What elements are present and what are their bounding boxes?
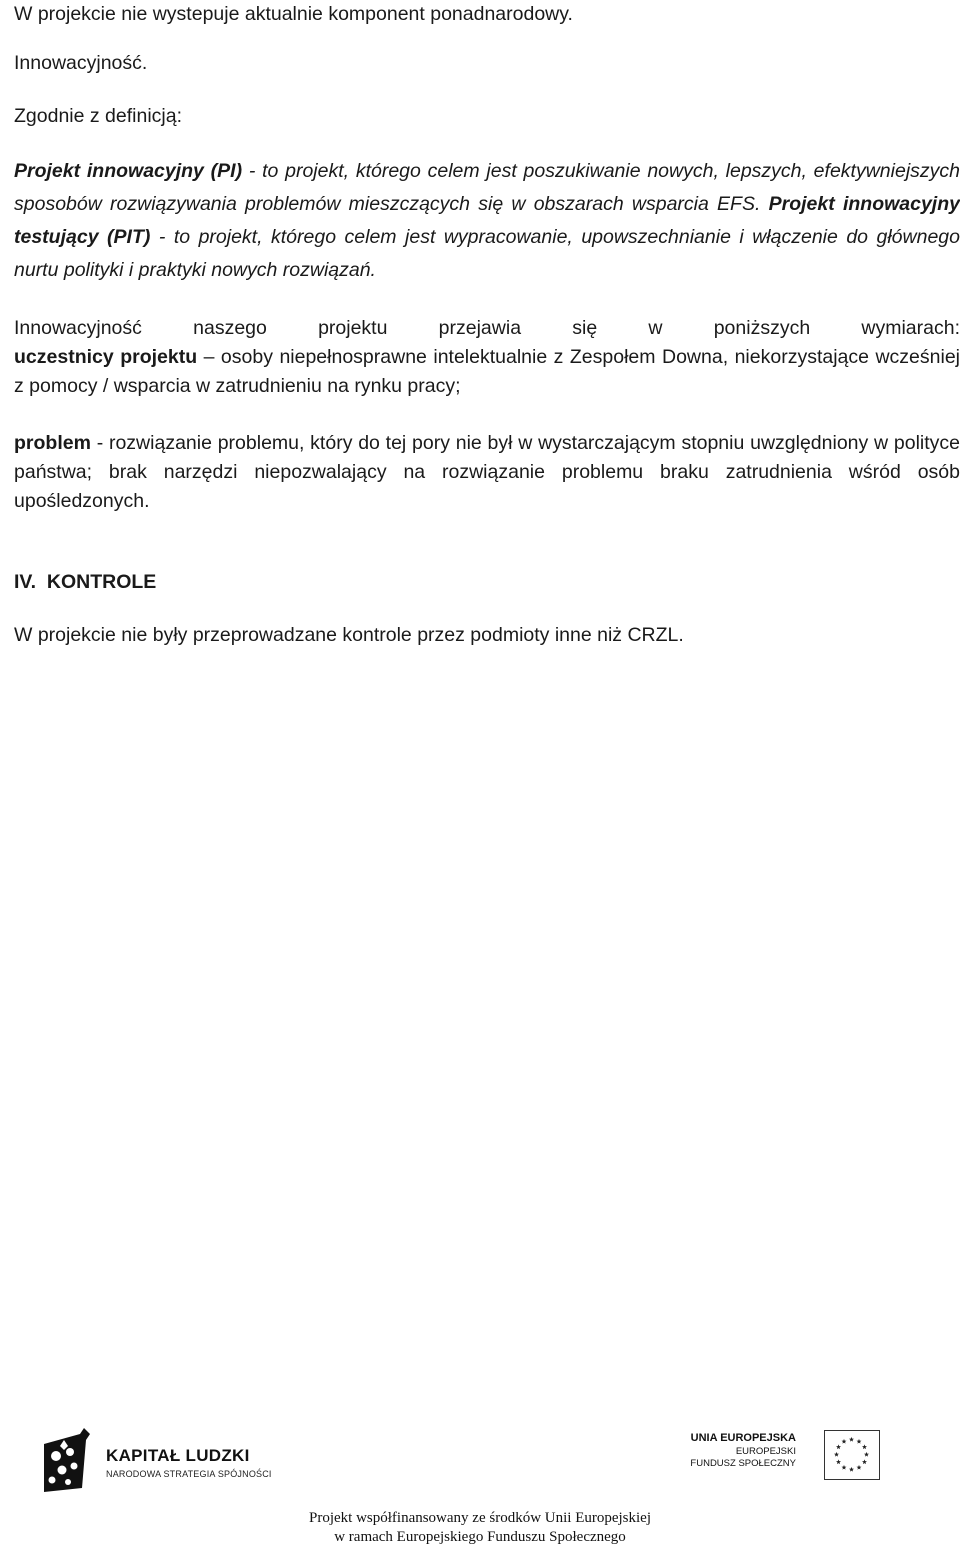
- innovation-label: Innowacyjność.: [14, 52, 148, 74]
- eu-fund-line2: FUNDUSZ SPOŁECZNY: [690, 1458, 796, 1469]
- pit-definition: - to projekt, którego celem jest wypracowanie, upowszechnianie i włączenie do głównego nurtu polityki i praktyki nowych rozwiązań.: [14, 226, 960, 281]
- cofinancing-line2: w ramach Europejskiego Funduszu Społecznego: [334, 1529, 626, 1545]
- eu-star-icon: [857, 1439, 862, 1444]
- eu-star-icon: [834, 1452, 839, 1457]
- kl-title: KAPITAŁ LUDZKI: [106, 1446, 250, 1465]
- eu-star-icon: [842, 1465, 847, 1470]
- component-text: W projekcie nie wystepuje aktualnie komponent ponadnarodowy.: [14, 3, 573, 25]
- section-heading-kontrole: IV. KONTROLE: [14, 571, 157, 593]
- eu-star-icon: [849, 1437, 854, 1442]
- eu-fund-line1: EUROPEJSKI: [735, 1446, 796, 1457]
- kapital-ludzki-logo: [40, 1426, 272, 1498]
- pit-term: Projekt innowacyjny testujący (PIT): [14, 193, 960, 248]
- participants-text: – osoby niepełnosprawne intelektualnie z Zespołem Downa, niekorzystające wcześniej z pomocy / wsparcia w zatrudnieniu na rynku pracy;: [14, 346, 960, 397]
- eu-logo: [690, 1430, 890, 1490]
- cofinancing-line1: Projekt współfinansowany ze środków Unii Europejskiej: [308, 1510, 652, 1526]
- page-footer: [0, 1418, 960, 1550]
- pi-definition: - to projekt, którego celem jest poszukiwanie nowych, lepszych, efektywniejszych sposobów rozwiązywania problemów mieszczących się w obszarach wsparcia EFS.: [14, 160, 960, 215]
- eu-star-icon: [836, 1459, 841, 1464]
- problem-term: problem: [14, 432, 91, 454]
- eu-flag-icon: [824, 1430, 880, 1480]
- paragraph-definitions: [14, 155, 960, 287]
- definition-intro: Zgodnie z definicją:: [14, 105, 183, 127]
- pi-term: Projekt innowacyjny (PI): [14, 160, 243, 182]
- paragraph-innovation-dimensions: [14, 314, 960, 401]
- problem-text: - rozwiązanie problemu, który do tej pory nie był w wystarczającym stopniu uwzględniony w polityce państwa; brak narzędzi niepozwalający na rozwiązanie problemu braku zatrudnienia wśród osób upośledzonych.: [14, 432, 960, 512]
- innovation-intro: Innowacyjność naszego projektu przejawia się w poniższych wymiarach:: [14, 317, 960, 339]
- participants-term: uczestnicy projektu: [14, 346, 198, 368]
- section-kontrole-text: W projekcie nie były przeprowadzane kontrole przez podmioty inne niż CRZL.: [14, 624, 684, 646]
- paragraph-innovation-label: [14, 47, 960, 79]
- eu-title: UNIA EUROPEJSKA: [690, 1432, 796, 1444]
- eu-star-icon: [864, 1452, 869, 1457]
- paragraph-problem: [14, 429, 960, 516]
- eu-star-icon: [857, 1465, 862, 1470]
- paragraph-definition-intro: [14, 100, 960, 132]
- eu-star-icon: [842, 1439, 847, 1444]
- eu-star-icon: [862, 1444, 867, 1449]
- kapital-ludzki-emblem-icon: [40, 1426, 102, 1496]
- paragraph-component: [14, 0, 960, 30]
- kl-subtitle: NARODOWA STRATEGIA SPÓJNOŚCI: [106, 1469, 272, 1479]
- eu-star-icon: [862, 1459, 867, 1464]
- eu-star-icon: [849, 1467, 854, 1472]
- eu-star-icon: [836, 1444, 841, 1449]
